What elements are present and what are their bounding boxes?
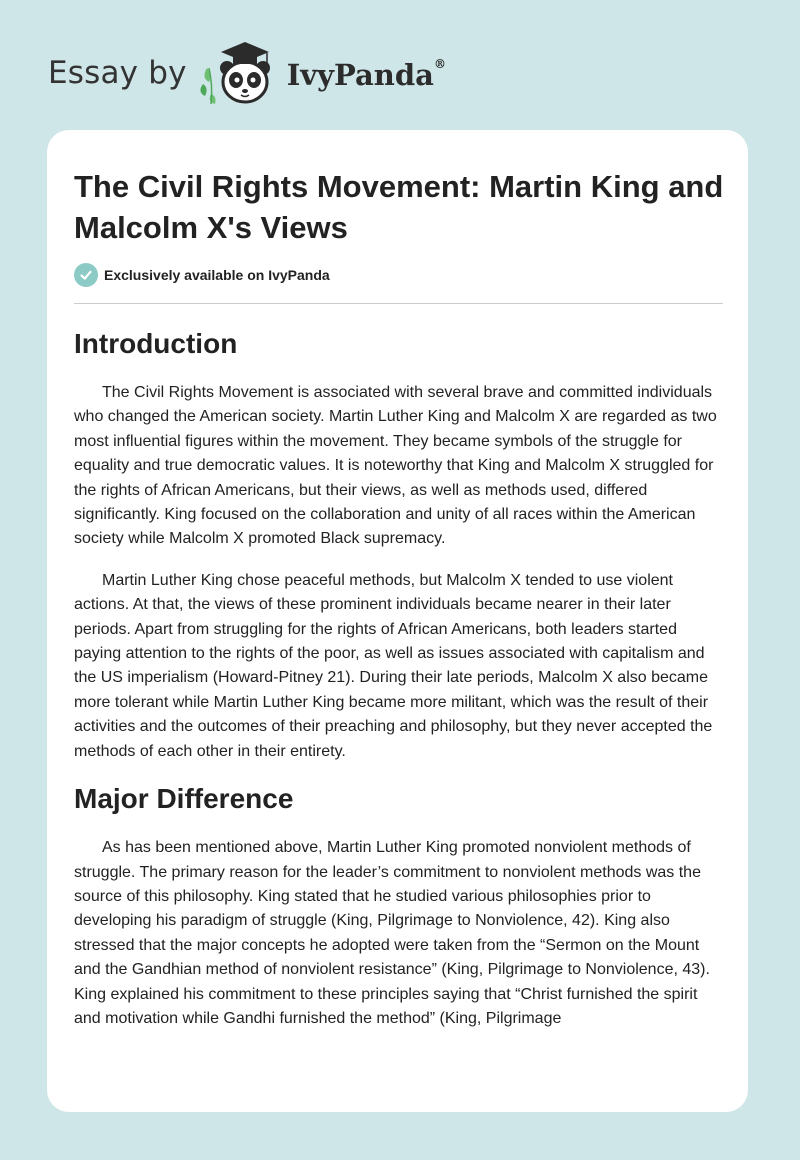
essay-by-label: Essay by — [48, 55, 187, 91]
paragraph: As has been mentioned above, Martin Luther King promoted nonviolent methods of struggle. The primary reason for the leader’s commitment to nonviolent methods was the source of this philosophy. King stated that he studied various philosophies prior to developing his paradigm of struggle (King, Pilgrimage to Nonviolence, 42). King also stressed that the major concepts he adopted were taken from the “Sermon on the Mount and the Gandhian method of nonviolent resistance” (King, Pilgrimage to Nonviolence, 43). King explained his commitment to these principles saying that “Christ furnished the spirit and motivation while Gandhi furnished the method” (King, Pilgrimage — [74, 839, 710, 1027]
section-heading-major-difference: Major Difference — [74, 783, 294, 815]
check-icon — [74, 263, 98, 287]
essay-card — [47, 130, 748, 1112]
paragraph: Martin Luther King chose peaceful methods, but Malcolm X tended to use violent actions. At that, the views of these prominent individuals became nearer in their later periods. Apart from struggling for the rights of African Americans, both leaders started paying attention to the rights of the poor, as well as issues associated with capitalism and the US imperialism (Howard-Pitney 21). During their late periods, Malcolm X also became more tolerant while Martin Luther King became more militant, which was the result of their activities and the outcomes of their preaching and philosophy, but they never accepted the methods of each other in their entirety. — [74, 571, 713, 760]
brand-name — [287, 58, 446, 92]
registered-mark: ® — [433, 57, 446, 72]
brand-text: IvyPanda — [286, 58, 434, 92]
essay-title: The Civil Rights Movement: Martin King and Malcolm X's Views — [74, 169, 724, 245]
site-header — [48, 38, 446, 108]
divider — [74, 303, 723, 304]
exclusive-badge-text: Exclusively available on IvyPanda — [104, 267, 330, 283]
exclusive-badge — [74, 263, 330, 287]
panda-logo-icon — [197, 38, 283, 108]
paragraph: The Civil Rights Movement is associated with several brave and committed individuals who changed the American society. Martin Luther King and Malcolm X are regarded as two most influential figures within the movement. They became symbols of the struggle for equality and true democratic values. It is noteworthy that King and Malcolm X struggled for the rights of African Americans, but their views, as well as methods used, differed significantly. King focused on the collaboration and unity of all races within the American society while Malcolm X promoted Black supremacy. — [74, 384, 717, 548]
section-heading-introduction: Introduction — [74, 328, 238, 359]
essay-body — [74, 320, 724, 1048]
